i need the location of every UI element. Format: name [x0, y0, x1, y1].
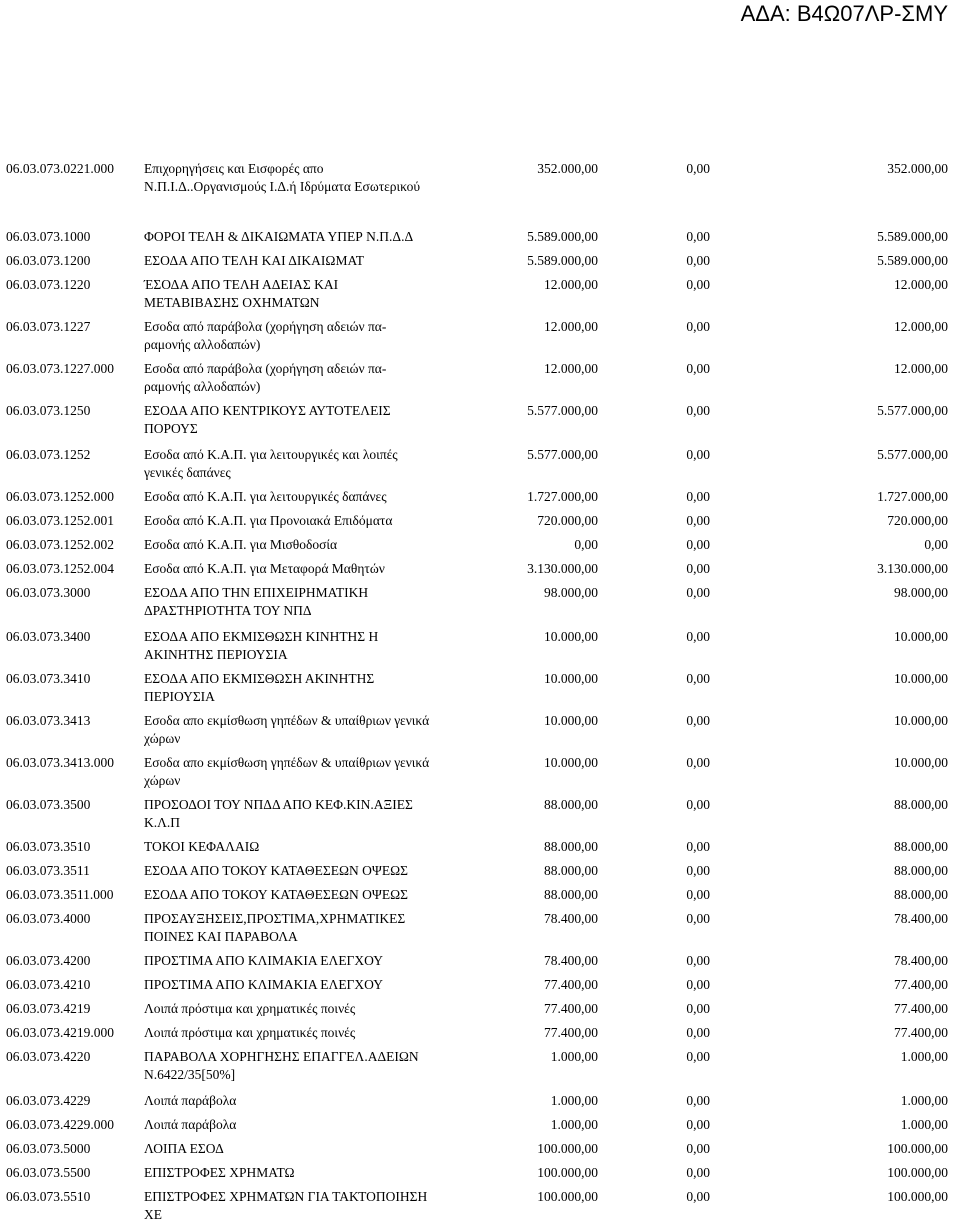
- account-description-line: ΕΣΟΔΑ ΑΠΟ ΤΕΛΗ ΚΑΙ ΔΙΚΑΙΩΜΑΤ: [144, 253, 364, 268]
- account-description: [144, 276, 490, 312]
- account-description-line: Ν.6422/35[50%]: [144, 1067, 236, 1082]
- budgeted-amount: 10.000,00: [544, 629, 598, 644]
- account-description: [144, 512, 490, 530]
- budgeted-amount: 10.000,00: [544, 755, 598, 770]
- account-code: 06.03.073.1250: [6, 403, 91, 418]
- table-row: [0, 512, 960, 530]
- account-description: [144, 1188, 490, 1224]
- table-row: [0, 1140, 960, 1158]
- account-code: 06.03.073.3511: [6, 863, 90, 878]
- final-amount: 88.000,00: [894, 863, 948, 878]
- budgeted-amount: 1.000,00: [550, 1117, 598, 1132]
- change-amount: 0,00: [686, 1141, 710, 1156]
- account-description: [144, 160, 490, 196]
- budgeted-amount: 88.000,00: [544, 839, 598, 854]
- change-amount: 0,00: [686, 229, 710, 244]
- account-code: 06.03.073.4200: [6, 953, 91, 968]
- table-row: [0, 276, 960, 312]
- table-row: [0, 228, 960, 246]
- budgeted-amount: 0,00: [574, 537, 598, 552]
- account-description-line: ΈΣΟΔΑ ΑΠΟ ΤΕΛΗ ΑΔΕΙΑΣ ΚΑΙ: [144, 277, 339, 292]
- change-amount: 0,00: [686, 1025, 710, 1040]
- account-code: 06.03.073.3410: [6, 671, 91, 686]
- account-description: [144, 360, 490, 396]
- change-amount: 0,00: [686, 1001, 710, 1016]
- change-amount: 0,00: [686, 489, 710, 504]
- account-description-line: ΠΡΟΣΤΙΜΑ ΑΠΟ ΚΛΙΜΑΚΙΑ ΕΛΕΓΧΟΥ: [144, 977, 383, 992]
- table-row: [0, 536, 960, 554]
- table-row: [0, 838, 960, 856]
- table-row: [0, 252, 960, 270]
- budgeted-amount: 352.000,00: [537, 161, 598, 176]
- table-row: [0, 1000, 960, 1018]
- final-amount: 88.000,00: [894, 797, 948, 812]
- account-description-line: ΕΠΙΣΤΡΟΦΕΣ ΧΡΗΜΑΤΩ: [144, 1165, 295, 1180]
- final-amount: 3.130.000,00: [877, 561, 948, 576]
- final-amount: 5.577.000,00: [877, 403, 948, 418]
- change-amount: 0,00: [686, 161, 710, 176]
- account-code: 06.03.073.4220: [6, 1049, 91, 1064]
- account-description-line: Εσοδα από Κ.Α.Π. για λειτουργικές δαπάνες: [144, 489, 387, 504]
- change-amount: 0,00: [686, 1189, 710, 1204]
- account-description-line: ΕΣΟΔΑ ΑΠΟ ΕΚΜΙΣΘΩΣΗ ΑΚΙΝΗΤΗΣ: [144, 671, 375, 686]
- account-description: [144, 252, 490, 270]
- account-code: 06.03.073.4210: [6, 977, 91, 992]
- final-amount: 0,00: [924, 537, 948, 552]
- change-amount: 0,00: [686, 755, 710, 770]
- final-amount: 77.400,00: [894, 977, 948, 992]
- change-amount: 0,00: [686, 1093, 710, 1108]
- final-amount: 10.000,00: [894, 629, 948, 644]
- account-description: [144, 910, 490, 946]
- final-amount: 12.000,00: [894, 319, 948, 334]
- table-row: [0, 754, 960, 790]
- account-code: 06.03.073.3413.000: [6, 755, 114, 770]
- account-code: 06.03.073.1227.000: [6, 361, 114, 376]
- change-amount: 0,00: [686, 797, 710, 812]
- account-description-line: ΠΟΙΝΕΣ ΚΑΙ ΠΑΡΑΒΟΛΑ: [144, 929, 298, 944]
- table-row: [0, 1116, 960, 1134]
- account-code: 06.03.073.3511.000: [6, 887, 114, 902]
- account-description-line: ΔΡΑΣΤΗΡΙΟΤΗΤΑ ΤΟΥ ΝΠΔ: [144, 603, 312, 618]
- change-amount: 0,00: [686, 253, 710, 268]
- account-description: [144, 862, 490, 880]
- account-description-line: ΠΕΡΙΟΥΣΙΑ: [144, 689, 215, 704]
- account-description: [144, 754, 490, 790]
- final-amount: 78.400,00: [894, 953, 948, 968]
- account-code: 06.03.073.5500: [6, 1165, 91, 1180]
- account-description-line: ΜΕΤΑΒΙΒΑΣΗΣ ΟΧΗΜΑΤΩΝ: [144, 295, 320, 310]
- table-row: [0, 1024, 960, 1042]
- change-amount: 0,00: [686, 1049, 710, 1064]
- account-description-line: ΠΑΡΑΒΟΛΑ ΧΟΡΗΓΗΣΗΣ ΕΠΑΓΓΕΛ.ΑΔΕΙΩΝ: [144, 1049, 419, 1064]
- account-code: 06.03.073.1220: [6, 277, 91, 292]
- final-amount: 100.000,00: [887, 1165, 948, 1180]
- budgeted-amount: 77.400,00: [544, 977, 598, 992]
- account-code: 06.03.073.4219.000: [6, 1025, 114, 1040]
- account-description-line: Εσοδα από παράβολα (χορήγηση αδειών πα-: [144, 319, 387, 334]
- change-amount: 0,00: [686, 863, 710, 878]
- final-amount: 1.000,00: [900, 1049, 948, 1064]
- account-code: 06.03.073.4229: [6, 1093, 91, 1108]
- account-description-line: Λοιπά παράβολα: [144, 1117, 237, 1132]
- change-amount: 0,00: [686, 953, 710, 968]
- account-code: 06.03.073.3413: [6, 713, 91, 728]
- account-code: 06.03.073.1252.001: [6, 513, 114, 528]
- account-code: 06.03.073.1252: [6, 447, 91, 462]
- account-description-line: ΤΟΚΟΙ ΚΕΦΑΛΑΙΩ: [144, 839, 260, 854]
- table-row: [0, 886, 960, 904]
- table-row: [0, 160, 960, 196]
- account-description-line: Εσοδα απο εκμίσθωση γηπέδων & υπαίθριων γενικά: [144, 713, 430, 728]
- account-description: [144, 1116, 490, 1134]
- account-description: [144, 584, 490, 620]
- change-amount: 0,00: [686, 977, 710, 992]
- table-row: [0, 628, 960, 664]
- final-amount: 77.400,00: [894, 1001, 948, 1016]
- budgeted-amount: 10.000,00: [544, 713, 598, 728]
- change-amount: 0,00: [686, 537, 710, 552]
- account-description-line: Λοιπά πρόστιμα και χρηματικές ποινές: [144, 1001, 356, 1016]
- account-description: [144, 1000, 490, 1018]
- account-code: 06.03.073.5000: [6, 1141, 91, 1156]
- final-amount: 5.577.000,00: [877, 447, 948, 462]
- final-amount: 100.000,00: [887, 1189, 948, 1204]
- account-description: [144, 796, 490, 832]
- account-description-line: ΠΡΟΣΟΔΟΙ ΤΟΥ ΝΠΔΔ ΑΠΟ ΚΕΦ.ΚΙΝ.ΑΞΙΕΣ: [144, 797, 413, 812]
- budgeted-amount: 100.000,00: [537, 1189, 598, 1204]
- change-amount: 0,00: [686, 403, 710, 418]
- final-amount: 1.727.000,00: [877, 489, 948, 504]
- table-row: [0, 488, 960, 506]
- account-description-line: ΠΡΟΣΤΙΜΑ ΑΠΟ ΚΛΙΜΑΚΙΑ ΕΛΕΓΧΟΥ: [144, 953, 383, 968]
- budgeted-amount: 5.577.000,00: [527, 447, 598, 462]
- account-description-line: Εσοδα από Κ.Α.Π. για Μισθοδοσία: [144, 537, 338, 552]
- account-description: [144, 712, 490, 748]
- account-description-line: Εσοδα από Κ.Α.Π. για λειτουργικές και λοιπές: [144, 447, 398, 462]
- final-amount: 78.400,00: [894, 911, 948, 926]
- budgeted-amount: 12.000,00: [544, 361, 598, 376]
- final-amount: 12.000,00: [894, 361, 948, 376]
- budgeted-amount: 98.000,00: [544, 585, 598, 600]
- account-code: 06.03.073.1252.000: [6, 489, 114, 504]
- account-description-line: ΦΟΡΟΙ ΤΕΛΗ & ΔΙΚΑΙΩΜΑΤΑ ΥΠΕΡ Ν.Π.Δ.Δ: [144, 229, 414, 244]
- table-row: [0, 1164, 960, 1182]
- budgeted-amount: 3.130.000,00: [527, 561, 598, 576]
- account-description-line: Λοιπά παράβολα: [144, 1093, 237, 1108]
- account-description-line: Κ.Λ.Π: [144, 815, 181, 830]
- change-amount: 0,00: [686, 319, 710, 334]
- budgeted-amount: 12.000,00: [544, 277, 598, 292]
- account-code: 06.03.073.3000: [6, 585, 91, 600]
- budgeted-amount: 88.000,00: [544, 863, 598, 878]
- account-code: 06.03.073.1252.002: [6, 537, 114, 552]
- account-description: [144, 488, 490, 506]
- budgeted-amount: 1.727.000,00: [527, 489, 598, 504]
- account-code: 06.03.073.1227: [6, 319, 91, 334]
- change-amount: 0,00: [686, 671, 710, 686]
- final-amount: 88.000,00: [894, 839, 948, 854]
- change-amount: 0,00: [686, 887, 710, 902]
- table-row: [0, 1188, 960, 1224]
- account-description: [144, 1140, 490, 1158]
- budgeted-amount: 100.000,00: [537, 1165, 598, 1180]
- account-code: 06.03.073.3400: [6, 629, 91, 644]
- account-description: [144, 838, 490, 856]
- account-code: 06.03.073.4229.000: [6, 1117, 114, 1132]
- account-description: [144, 1092, 490, 1110]
- change-amount: 0,00: [686, 839, 710, 854]
- table-row: [0, 560, 960, 578]
- account-description: [144, 670, 490, 706]
- table-row: [0, 446, 960, 482]
- final-amount: 10.000,00: [894, 713, 948, 728]
- budgeted-amount: 88.000,00: [544, 887, 598, 902]
- change-amount: 0,00: [686, 513, 710, 528]
- table-row: [0, 670, 960, 706]
- budgeted-amount: 100.000,00: [537, 1141, 598, 1156]
- change-amount: 0,00: [686, 629, 710, 644]
- final-amount: 10.000,00: [894, 671, 948, 686]
- account-description-line: ΕΣΟΔΑ ΑΠΟ ΤΗΝ ΕΠΙΧΕΙΡΗΜΑΤΙΚΗ: [144, 585, 369, 600]
- account-description: [144, 318, 490, 354]
- account-code: 06.03.073.1200: [6, 253, 91, 268]
- final-amount: 720.000,00: [887, 513, 948, 528]
- account-description-line: Εσοδα από παράβολα (χορήγηση αδειών πα-: [144, 361, 387, 376]
- table-row: [0, 402, 960, 438]
- budgeted-amount: 10.000,00: [544, 671, 598, 686]
- table-row: [0, 1092, 960, 1110]
- budgeted-amount: 77.400,00: [544, 1001, 598, 1016]
- budgeted-amount: 88.000,00: [544, 797, 598, 812]
- final-amount: 12.000,00: [894, 277, 948, 292]
- account-description: [144, 402, 490, 438]
- account-description-line: ΠΡΟΣΑΥΞΗΣΕΙΣ,ΠΡΟΣΤΙΜΑ,ΧΡΗΜΑΤΙΚΕΣ: [144, 911, 406, 926]
- account-description-line: Λοιπά πρόστιμα και χρηματικές ποινές: [144, 1025, 356, 1040]
- change-amount: 0,00: [686, 561, 710, 576]
- account-description-line: ΑΚΙΝΗΤΗΣ ΠΕΡΙΟΥΣΙΑ: [144, 647, 288, 662]
- table-row: [0, 360, 960, 396]
- final-amount: 88.000,00: [894, 887, 948, 902]
- account-description-line: γενικές δαπάνες: [144, 465, 231, 480]
- account-description: [144, 1048, 490, 1084]
- budgeted-amount: 5.589.000,00: [527, 229, 598, 244]
- account-code: 06.03.073.3500: [6, 797, 91, 812]
- change-amount: 0,00: [686, 1117, 710, 1132]
- budgeted-amount: 77.400,00: [544, 1025, 598, 1040]
- final-amount: 1.000,00: [900, 1117, 948, 1132]
- account-description: [144, 886, 490, 904]
- change-amount: 0,00: [686, 447, 710, 462]
- table-row: [0, 952, 960, 970]
- account-description-line: Εσοδα από Κ.Α.Π. για Μεταφορά Μαθητών: [144, 561, 385, 576]
- change-amount: 0,00: [686, 713, 710, 728]
- account-description: [144, 228, 490, 246]
- account-description: [144, 1024, 490, 1042]
- table-row: [0, 910, 960, 946]
- final-amount: 77.400,00: [894, 1025, 948, 1040]
- account-description: [144, 560, 490, 578]
- table-row: [0, 584, 960, 620]
- final-amount: 1.000,00: [900, 1093, 948, 1108]
- table-row: [0, 796, 960, 832]
- account-description-line: Εσοδα απο εκμίσθωση γηπέδων & υπαίθριων γενικά: [144, 755, 430, 770]
- budgeted-amount: 78.400,00: [544, 911, 598, 926]
- account-description-line: ΕΣΟΔΑ ΑΠΟ ΤΟΚΟΥ ΚΑΤΑΘΕΣΕΩΝ ΟΨΕΩΣ: [144, 863, 408, 878]
- change-amount: 0,00: [686, 911, 710, 926]
- budgeted-amount: 1.000,00: [550, 1049, 598, 1064]
- account-description-line: ΕΣΟΔΑ ΑΠΟ ΚΕΝΤΡΙΚΟΥΣ ΑΥΤΟΤΕΛΕΙΣ: [144, 403, 391, 418]
- account-description-line: ραμονής αλλοδαπών): [144, 379, 261, 394]
- account-code: 06.03.073.5510: [6, 1189, 91, 1204]
- ada-code: ΑΔΑ: Β4Ω07ΛΡ-ΣΜΥ: [740, 1, 948, 26]
- account-code: 06.03.073.1000: [6, 229, 91, 244]
- budgeted-amount: 78.400,00: [544, 953, 598, 968]
- change-amount: 0,00: [686, 277, 710, 292]
- budgeted-amount: 1.000,00: [550, 1093, 598, 1108]
- final-amount: 100.000,00: [887, 1141, 948, 1156]
- change-amount: 0,00: [686, 1165, 710, 1180]
- account-description-line: Επιχορηγήσεις και Εισφορές απο: [144, 161, 324, 176]
- account-description-line: χώρων: [144, 773, 181, 788]
- final-amount: 5.589.000,00: [877, 229, 948, 244]
- budgeted-amount: 5.577.000,00: [527, 403, 598, 418]
- table-row: [0, 1048, 960, 1084]
- final-amount: 352.000,00: [887, 161, 948, 176]
- account-description-line: ραμονής αλλοδαπών): [144, 337, 261, 352]
- account-description: [144, 628, 490, 664]
- budgeted-amount: 720.000,00: [537, 513, 598, 528]
- account-description-line: ΕΣΟΔΑ ΑΠΟ ΤΟΚΟΥ ΚΑΤΑΘΕΣΕΩΝ ΟΨΕΩΣ: [144, 887, 408, 902]
- change-amount: 0,00: [686, 585, 710, 600]
- account-description: [144, 976, 490, 994]
- account-code: 06.03.073.0221.000: [6, 161, 114, 176]
- account-code: 06.03.073.4219: [6, 1001, 91, 1016]
- table-row: [0, 712, 960, 748]
- final-amount: 5.589.000,00: [877, 253, 948, 268]
- account-code: 06.03.073.4000: [6, 911, 91, 926]
- budgeted-amount: 5.589.000,00: [527, 253, 598, 268]
- table-row: [0, 862, 960, 880]
- account-description-line: χώρων: [144, 731, 181, 746]
- final-amount: 10.000,00: [894, 755, 948, 770]
- account-code: 06.03.073.1252.004: [6, 561, 114, 576]
- account-description-line: ΛΟΙΠΑ ΕΣΟΔ: [144, 1141, 224, 1156]
- table-row: [0, 318, 960, 354]
- account-description: [144, 536, 490, 554]
- account-description-line: ΧΕ: [144, 1207, 162, 1222]
- change-amount: 0,00: [686, 361, 710, 376]
- account-description: [144, 952, 490, 970]
- account-description-line: ΠΟΡΟΥΣ: [144, 421, 198, 436]
- table-row: [0, 976, 960, 994]
- budgeted-amount: 12.000,00: [544, 319, 598, 334]
- account-description: [144, 1164, 490, 1182]
- final-amount: 98.000,00: [894, 585, 948, 600]
- account-code: 06.03.073.3510: [6, 839, 91, 854]
- account-description: [144, 446, 490, 482]
- account-description-line: ΕΠΙΣΤΡΟΦΕΣ ΧΡΗΜΑΤΩΝ ΓΙΑ ΤΑΚΤΟΠΟΙΗΣΗ: [144, 1189, 428, 1204]
- account-description-line: ΕΣΟΔΑ ΑΠΟ ΕΚΜΙΣΘΩΣΗ ΚΙΝΗΤΗΣ Η: [144, 629, 379, 644]
- account-description-line: Ν.Π.Ι.Δ..Οργανισμούς Ι.Δ.ή Ιδρύματα Εσωτερικού: [144, 179, 421, 194]
- account-description-line: Εσοδα από Κ.Α.Π. για Προνοιακά Επιδόματα: [144, 513, 393, 528]
